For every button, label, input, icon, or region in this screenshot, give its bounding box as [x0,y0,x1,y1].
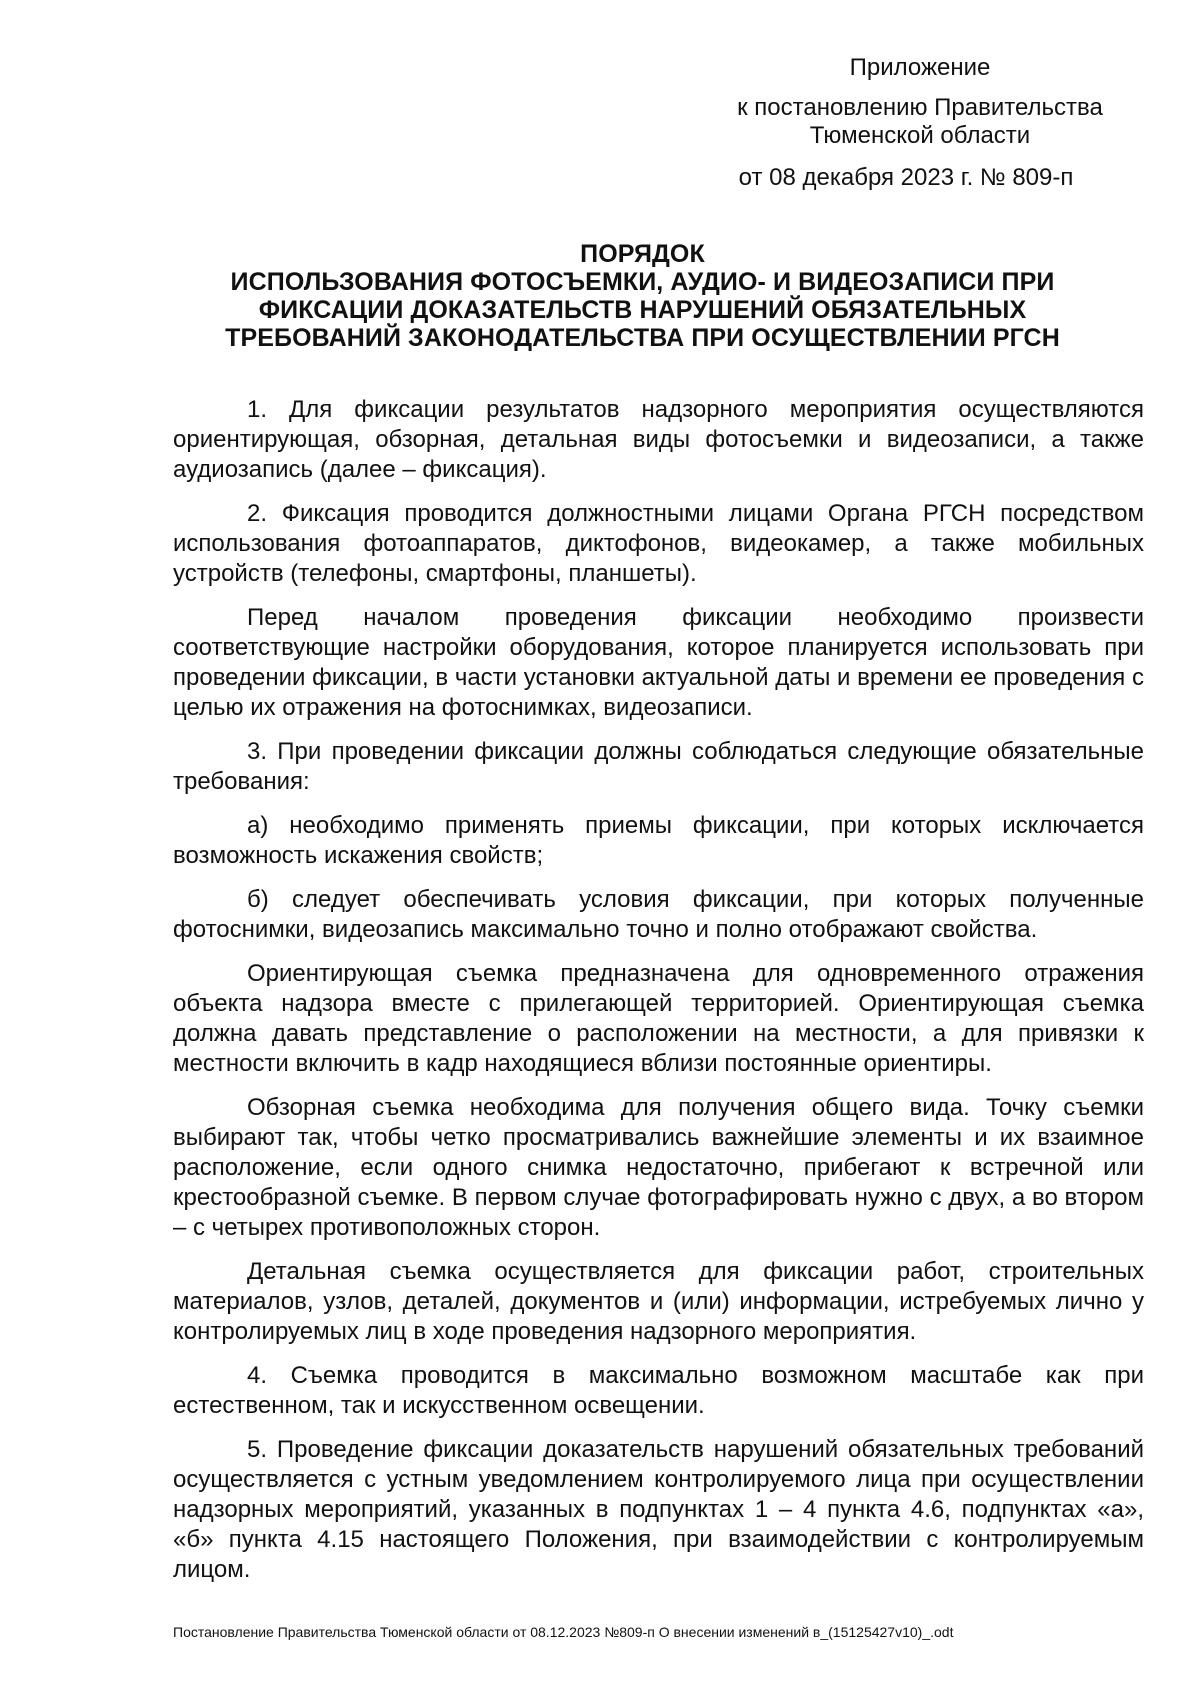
title-line-4: ТРЕБОВАНИЙ ЗАКОНОДАТЕЛЬСТВА ПРИ ОСУЩЕСТВЛЕНИИ РГСН [225,324,1060,352]
title-line-2: ИСПОЛЬЗОВАНИЯ ФОТОСЪЕМКИ, АУДИО- И ВИДЕОЗАПИСИ ПРИ [230,268,1055,296]
resolution-reference-line1: к постановлению Правительства [737,94,1103,121]
document-footer: Постановление Правительства Тюменской области от 08.12.2023 №809-п О внесении изменений в_(15125427v10)_.odt [173,1624,954,1640]
paragraph-9: Детальная съемка осуществляется для фиксации работ, строительных материалов, узлов, деталей, документов и (или) информации, истребуемых лично у контролируемых лиц в ходе проведения надзорного мероприятия. [173,1258,1144,1345]
paragraph-6: б) следует обеспечивать условия фиксации, при которых полученные фотоснимки, видеозапись максимально точно и полно отображают свойства. [173,886,1144,943]
paragraph-5: а) необходимо применять приемы фиксации, при которых исключается возможность искажения свойств; [173,812,1144,869]
paragraph-3: Перед началом проведения фиксации необходимо произвести соответствующие настройки оборудования, которое планируется использовать при проведении фиксации, в части установки актуальной даты и времени ее проведения с целью их отражения на фотоснимках, видеозаписи. [173,604,1144,721]
document-title [170,240,1115,352]
paragraph-4: 3. При проведении фиксации должны соблюдаться следующие обязательные требования: [173,738,1144,795]
paragraph-10: 4. Съемка проводится в максимально возможном масштабе как при естественном, так и искусственном освещении. [173,1362,1144,1419]
paragraph-2: 2. Фиксация проводится должностными лицами Органа РГСН посредством использования фотоаппаратов, диктофонов, видеокамер, а также мобильных устройств (телефоны, смартфоны, планшеты). [173,500,1144,587]
resolution-date-number: от 08 декабря 2023 г. № 809-п [738,164,1074,191]
document-body [173,395,1144,1599]
title-line-3: ФИКСАЦИИ ДОКАЗАТЕЛЬСТВ НАРУШЕНИЙ ОБЯЗАТЕЛЬНЫХ [258,296,1027,324]
paragraph-11: 5. Проведение фиксации доказательств нарушений обязательных требований осуществляется с устным уведомлением контролируемого лица при осуществлении надзорных мероприятий, указанных в подпунктах 1 – 4 пункта 4.6, подпунктах «а», «б» пункта 4.15 настоящего Положения, при взаимодействии с контролируемым лицом. [173,1436,1144,1583]
appendix-label: Приложение [849,54,991,81]
title-line-1: ПОРЯДОК [580,240,705,268]
paragraph-1: 1. Для фиксации результатов надзорного мероприятия осуществляются ориентирующая, обзорная, детальная виды фотосъемки и видеозаписи, а также аудиозапись (далее – фиксация). [173,396,1144,483]
resolution-reference-line2: Тюменской области [809,122,1031,149]
paragraph-8: Обзорная съемка необходима для получения общего вида. Точку съемки выбирают так, чтобы четко просматривались важнейшие элементы и их взаимное расположение, если одного снимка недостаточно, прибегают к встречной или крестообразной съемке. В первом случае фотографировать нужно с двух, а во втором – с четырех противоположных сторон. [173,1094,1144,1241]
paragraph-7: Ориентирующая съемка предназначена для одновременного отражения объекта надзора вместе с прилегающей территорией. Ориентирующая съемка должна давать представление о расположении на местности, а для привязки к местности включить в кадр находящиеся вблизи постоянные ориентиры. [173,960,1144,1077]
